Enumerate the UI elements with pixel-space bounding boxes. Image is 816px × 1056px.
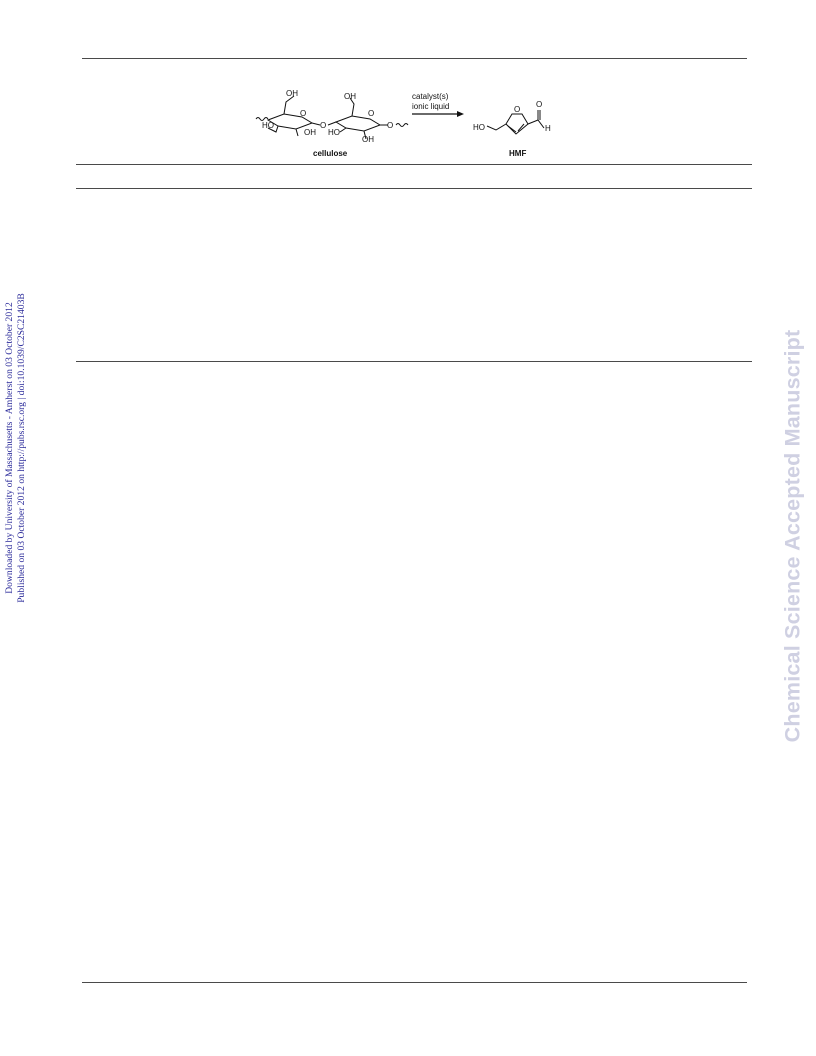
reaction-arrow (412, 111, 464, 117)
atom-ho-2: HO (328, 128, 340, 137)
condition-line-1: catalyst(s) (412, 92, 449, 101)
top-rule (82, 58, 747, 59)
watermark-text: Chemical Science Accepted Manuscript (780, 329, 805, 743)
atom-o-end: O (387, 121, 394, 130)
reactant-label: cellulose (313, 149, 348, 158)
product-label: HMF (509, 149, 527, 158)
table-bottom-rule (76, 361, 752, 362)
scheme-bottom-rule (76, 164, 752, 165)
reaction-scheme (240, 84, 580, 164)
atom-o-bridge: O (320, 121, 327, 130)
download-note-line-1: Downloaded by University of Massachusetts - Amherst on 03 October 2012 (4, 302, 15, 594)
atom-oh-1: OH (286, 89, 298, 98)
atom-oh-3: OH (344, 92, 356, 101)
atom-oh-2: OH (304, 128, 316, 137)
atom-ho-hmf: HO (473, 123, 485, 132)
atom-ho-1: HO (262, 121, 274, 130)
atom-o-ring-1: O (300, 109, 307, 118)
atom-o-aldehyde: O (536, 100, 543, 109)
atom-oh-4: OH (362, 135, 374, 144)
table-header-rule (76, 188, 752, 189)
atom-o-ring-2: O (368, 109, 375, 118)
footer-rule (82, 982, 747, 983)
condition-line-2: ionic liquid (412, 102, 450, 111)
download-note-line-2: Published on 03 October 2012 on http://pubs.rsc.org | doi:10.1039/C2SC21403B (16, 293, 27, 603)
atom-h-aldehyde: H (545, 124, 551, 133)
atom-o-furan: O (514, 105, 521, 114)
